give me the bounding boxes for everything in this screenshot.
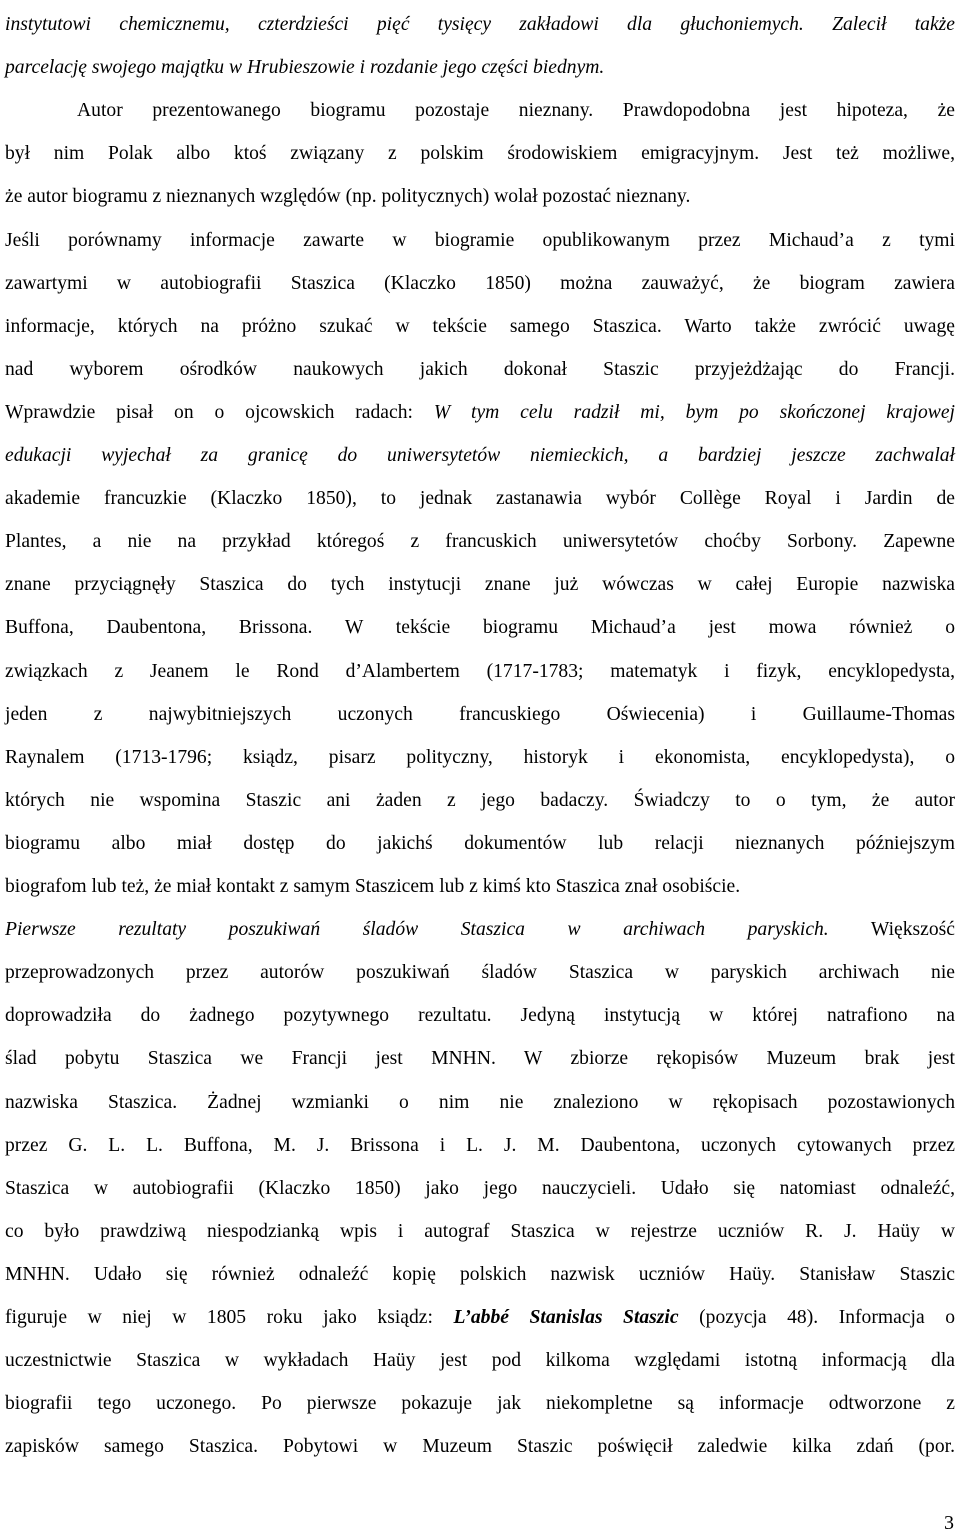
text-segment: Wprawdzie pisał on o ojcowskich radach: — [5, 401, 434, 423]
text-line — [5, 1296, 955, 1339]
text-line: jeden z najwybitniejszych uczonych francuskiego Oświecenia) i Guillaume-Thomas — [5, 703, 955, 725]
text-line: biografom lub też, że miał kontakt z samym Staszicem lub z kimś kto Staszica znał osobiście. — [5, 876, 741, 897]
text-line: Autor prezentowanego biogramu pozostaje nieznany. Prawdopodobna jest hipoteza, że — [77, 100, 955, 122]
text-line — [5, 908, 955, 951]
text-line: był nim Polak albo ktoś związany z polskim środowiskiem emigracyjnym. Jest też możliwe, — [5, 143, 955, 165]
page-number: 3 — [944, 1512, 954, 1534]
text-line: instytutowi chemicznemu, czterdzieści pięć tysięcy zakładowi dla głuchoniemych. Zalecił także — [5, 14, 955, 35]
text-line: których nie wspomina Staszic ani żaden z jego badaczy. Świadczy to o tym, że autor — [5, 789, 955, 811]
text-line: doprowadziła do żadnego pozytywnego rezultatu. Jedyną instytucją w której natrafiono na — [5, 1005, 955, 1027]
text-segment: (pozycja 48). Informacja o — [678, 1307, 955, 1328]
text-segment: W tym celu radził mi, bym po skończonej krajowej — [433, 401, 956, 423]
text-line: znane przyciągnęły Staszica do tych instytucji znane już wówczas w całej Europie nazwiska — [5, 574, 955, 596]
text-line: Plantes, a nie na przykład któregoś z francuskich uniwersytetów choćby Sorbony. Zapewne — [5, 531, 955, 553]
text-line: nad wyborem ośrodków naukowych jakich dokonał Staszic przyjeżdżając do Francji. — [5, 358, 955, 380]
text-line: Raynalem (1713-1796; ksiądz, pisarz polityczny, historyk i ekonomista, encyklopedysta), o — [5, 746, 955, 768]
text-line: zapisków samego Staszica. Pobytowi w Muzeum Staszic poświęcił zaledwie kilka zdań (por. — [5, 1436, 955, 1458]
text-line: że autor biogramu z nieznanych względów (np. politycznych) wolał pozostać nieznany. — [5, 186, 691, 208]
text-segment: Większość — [828, 919, 955, 941]
text-line — [5, 391, 955, 434]
text-line: nazwiska Staszica. Żadnej wzmianki o nim nie znaleziono w rękopisach pozostawionych — [5, 1091, 955, 1113]
text-line: informacje, których na próżno szukać w tekście samego Staszica. Warto także zwrócić uwagę — [5, 315, 955, 337]
text-line: biografii tego uczonego. Po pierwsze pokazuje jak niekompletne są informacje odtworzone z — [5, 1393, 955, 1415]
text-line: zawartymi w autobiografii Staszica (Klaczko 1850) można zauważyć, że biogram zawiera — [5, 272, 955, 294]
text-line: MNHN. Udało się również odnaleźć kopię polskich nazwisk uczniów Haüy. Stanisław Staszic — [5, 1263, 955, 1285]
text-segment: Pierwsze rezultaty poszukiwań śladów Staszica w archiwach paryskich. — [5, 919, 829, 941]
text-line: związkach z Jeanem le Rond d’Alambertem (1717-1783; matematyk i fizyk, encyklopedysta, — [5, 660, 955, 682]
text-line: uczestnictwie Staszica w wykładach Haüy jest pod kilkoma względami istotną informacją dla — [5, 1350, 955, 1372]
text-line: edukacji wyjechał za granicę do uniwersytetów niemieckich, a bardziej jeszcze zachwalał — [5, 445, 955, 466]
text-line: biogramu albo miał dostęp do jakichś dokumentów lub relacji nieznanych późniejszym — [5, 832, 955, 854]
text-segment: figuruje w niej w 1805 roku jako ksiądz: — [5, 1307, 454, 1328]
text-segment: L’abbé Stanislas Staszic — [453, 1307, 679, 1328]
text-line: przeprowadzonych przez autorów poszukiwań śladów Staszica w paryskich archiwach nie — [5, 962, 955, 984]
text-line: Buffona, Daubentona, Brissona. W tekście biogramu Michaud’a jest mowa również o — [5, 617, 955, 639]
text-line: przez G. L. L. Buffona, M. J. Brissona i L. J. M. Daubentona, uczonych cytowanych przez — [5, 1134, 955, 1156]
text-line: Jeśli porównamy informacje zawarte w biogramie opublikowanym przez Michaud’a z tymi — [5, 229, 955, 251]
text-line: ślad pobytu Staszica we Francji jest MNHN. W zbiorze rękopisów Muzeum brak jest — [5, 1048, 955, 1070]
text-line: Staszica w autobiografii (Klaczko 1850) jako jego nauczycieli. Udało się natomiast odnaleźć, — [5, 1177, 955, 1199]
text-line: akademie francuzkie (Klaczko 1850), to jednak zastanawia wybór Collège Royal i Jardin de — [5, 488, 955, 510]
text-line: parcelację swojego majątku w Hrubieszowie i rozdanie jego części biednym. — [5, 57, 605, 79]
text-line: co było prawdziwą niespodzianką wpis i autograf Staszica w rejestrze uczniów R. J. Haüy w — [5, 1220, 955, 1242]
